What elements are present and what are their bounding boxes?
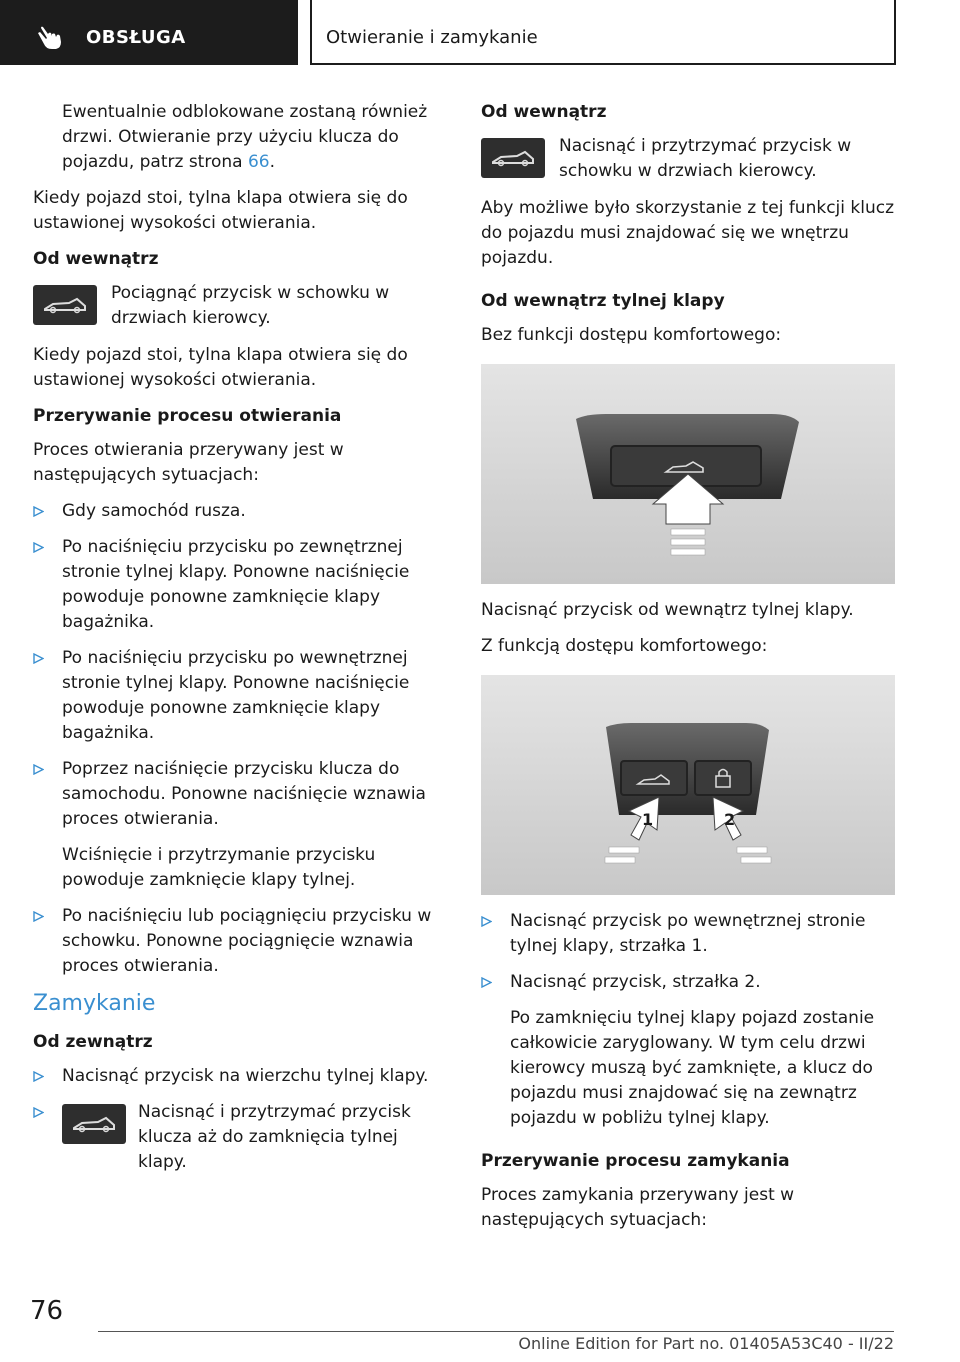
triangle-bullet-icon: [33, 1071, 44, 1082]
triangle-bullet-icon: [481, 977, 492, 988]
header-section-tab: [0, 0, 298, 65]
subheading-inside-right: Od wewnątrz: [481, 102, 607, 122]
arrow-label-1: 1: [642, 810, 654, 829]
caption-photo-1: Nacisnąć przycisk od wewnątrz tylnej klapy.: [481, 600, 854, 620]
subheading-interrupt-opening: Przerywanie procesu otwierania: [33, 406, 342, 426]
section-heading-closing: Zamykanie: [33, 991, 156, 1016]
paragraph-height-2: Kiedy pojazd stoi, tylna klapa otwiera się do ustawionej wysokości otwierania.: [33, 345, 408, 390]
triangle-bullet-icon: [33, 764, 44, 775]
paragraph-key-inside: Aby możliwe było skorzystanie z tej funkcji klucz do pojazdu musi znajdować się we wnętrzu pojazdu.: [481, 198, 895, 268]
left-column: [33, 100, 451, 1186]
subheading-outside: Od zewnątrz: [33, 1032, 153, 1052]
right-column: [481, 100, 897, 1244]
triangle-bullet-icon: [33, 653, 44, 664]
inside-text: Pociągnąć przycisk w schowku w drzwiach kierowcy.: [111, 283, 390, 328]
paragraph-unlock: Ewentualnie odblokowane zostaną również drzwi. Otwieranie przy użyciu klucza do pojazdu, patrz strona 66.: [62, 102, 428, 172]
page-link[interactable]: 66: [247, 152, 270, 172]
bullet-extra: Po zamknięciu tylnej klapy pojazd zostanie całkowicie zaryglowany. W tym celu drzwi kierowcy muszą być zamknięte, a klucz do pojazdu musi znajdować się na zewnątrz pojazdu w pobliżu tylnej klapy.: [510, 1008, 875, 1128]
tailgate-button-icon: [33, 285, 97, 325]
inside-close-instruction: [481, 134, 897, 184]
subheading-interrupt-closing: Przerywanie procesu zamykania: [481, 1151, 790, 1171]
tailgate-button-photo: [481, 364, 895, 584]
hand-pointer-icon: [34, 24, 64, 54]
tailgate-buttons-comfort-photo: [481, 675, 895, 895]
key-tailgate-button-icon: [62, 1104, 126, 1144]
header-section-label: OBSŁUGA: [86, 27, 186, 48]
list-item: Nacisnąć przycisk po wewnętrznej stronie tylnej klapy, strzałka 1.: [481, 909, 897, 959]
paragraph-no-comfort: Bez funkcji dostępu komfortowego:: [481, 325, 782, 345]
inside-instruction: [33, 281, 451, 331]
triangle-bullet-icon: [33, 1107, 44, 1118]
page-number: 76: [30, 1296, 64, 1326]
paragraph-interrupt: Proces otwierania przerywany jest w następujących sytuacjach:: [33, 440, 344, 485]
list-item: Po naciśnięciu przycisku po zewnętrznej stronie tylnej klapy. Ponowne naciśnięcie powoduje ponowne zamknięcie klapy bagażnika.: [33, 535, 451, 635]
page-title: Otwieranie i zamykanie: [326, 27, 538, 48]
triangle-bullet-icon: [33, 911, 44, 922]
close-key-text: Nacisnąć i przytrzymać przycisk klucza aż do zamknięcia tylnej klapy.: [138, 1102, 411, 1172]
paragraph-interrupt-closing: Proces zamykania przerywany jest w następujących sytuacjach:: [481, 1185, 795, 1230]
list-item: Po naciśnięciu lub pociągnięciu przycisku w schowku. Ponowne pociągnięcie wznawia proces otwierania.: [33, 904, 451, 979]
footer-divider: [98, 1331, 894, 1332]
bullet-extra: Wciśnięcie i przytrzymanie przycisku powoduje zamknięcie klapy tylnej.: [62, 845, 376, 890]
list-item: Po naciśnięciu przycisku po wewnętrznej stronie tylnej klapy. Ponowne naciśnięcie powoduje ponowne zamknięcie klapy bagażnika.: [33, 646, 451, 746]
list-item: Nacisnąć przycisk na wierzchu tylnej klapy.: [33, 1064, 451, 1089]
inside-close-text: Nacisnąć i przytrzymać przycisk w schowku w drzwiach kierowcy.: [559, 136, 852, 181]
triangle-bullet-icon: [33, 506, 44, 517]
subheading-tailgate-inside: Od wewnątrz tylnej klapy: [481, 291, 725, 311]
paragraph-with-comfort: Z funkcją dostępu komfortowego:: [481, 636, 768, 656]
paragraph-height: Kiedy pojazd stoi, tylna klapa otwiera się do ustawionej wysokości otwierania.: [33, 188, 408, 233]
list-item: Poprzez naciśnięcie przycisku klucza do samochodu. Ponowne naciśnięcie wznawia proces otwierania. Wciśnięcie i przytrzymanie przycisku powoduje zamknięcie klapy tylnej.: [33, 757, 451, 893]
list-item: Nacisnąć przycisk, strzałka 2. Po zamknięciu tylnej klapy pojazd zostanie całkowicie zaryglowany. W tym celu drzwi kierowcy muszą być zamknięte, a klucz do pojazdu musi znajdować się na zewnątrz pojazdu w pobliżu tylnej klapy.: [481, 970, 897, 1131]
list-item: Gdy samochód rusza.: [33, 499, 451, 524]
triangle-bullet-icon: [33, 542, 44, 553]
header-title-box: [310, 0, 896, 65]
footer-edition: Online Edition for Part no. 01405A53C40 - II/22: [518, 1334, 894, 1353]
subheading-inside: Od wewnątrz: [33, 249, 159, 269]
arrow-label-2: 2: [724, 810, 736, 829]
tailgate-button-icon: [481, 138, 545, 178]
triangle-bullet-icon: [481, 916, 492, 927]
list-item: [33, 1100, 451, 1175]
